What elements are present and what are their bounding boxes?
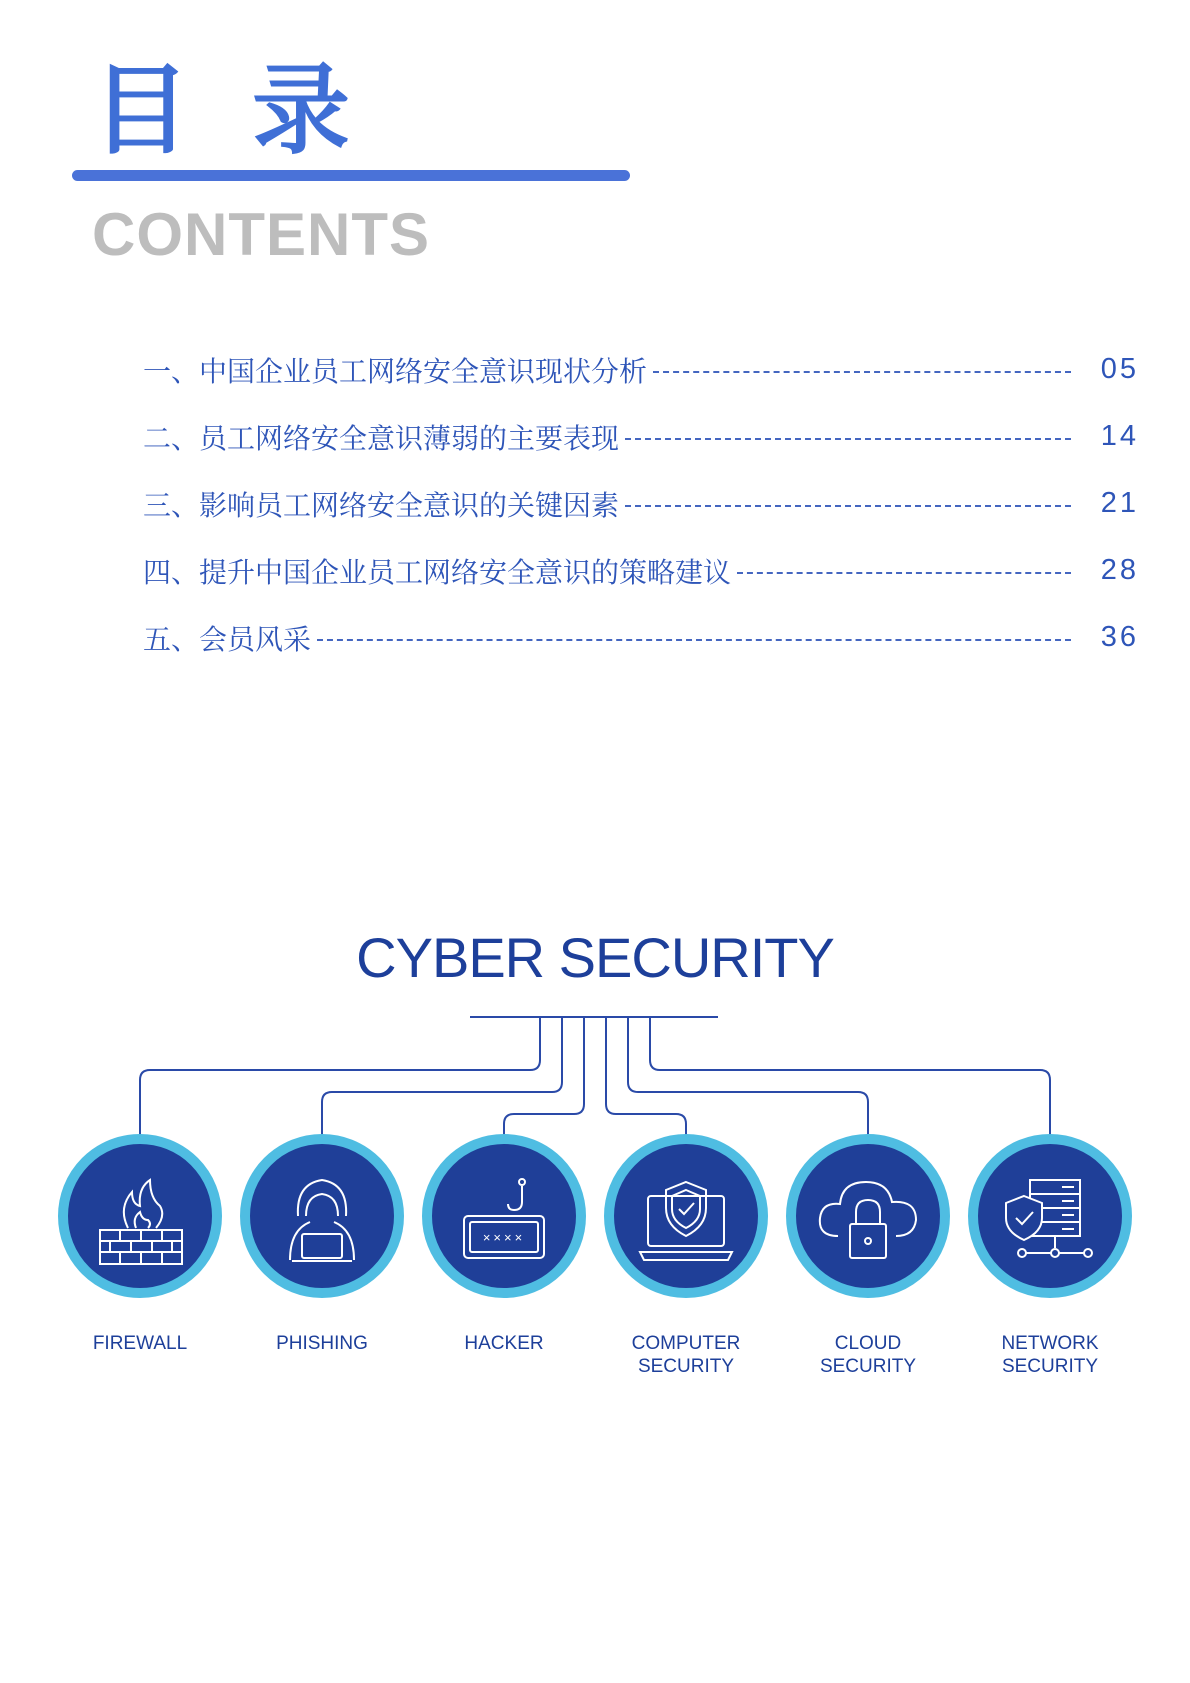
laptop-shield-icon bbox=[609, 1139, 763, 1293]
label-cloud-security bbox=[778, 1332, 958, 1378]
toc-entry-label: 三、影响员工网络安全意识的关键因素 bbox=[143, 488, 620, 522]
cyber-security-infographic bbox=[0, 926, 1190, 1400]
toc-page-number: 05 bbox=[1100, 353, 1139, 385]
label-line: FIREWALL bbox=[92, 1333, 188, 1354]
label-firewall bbox=[50, 1332, 230, 1355]
label-phishing bbox=[232, 1332, 412, 1355]
toc-entry-1[interactable] bbox=[143, 336, 1139, 403]
toc-entry-5[interactable] bbox=[143, 604, 1139, 671]
toc-entry-3[interactable] bbox=[143, 470, 1139, 537]
password-hook-icon bbox=[427, 1139, 581, 1293]
label-line: SECURITY bbox=[819, 1356, 917, 1377]
cloud-lock-icon bbox=[791, 1139, 945, 1293]
toc-dot-leader bbox=[317, 639, 1071, 641]
page-title-en: CONTENTS bbox=[92, 201, 430, 268]
label-line: SECURITY bbox=[637, 1356, 735, 1377]
hacker-hood-icon bbox=[245, 1139, 399, 1293]
label-line: COMPUTER bbox=[631, 1333, 741, 1354]
label-line: NETWORK bbox=[1001, 1333, 1099, 1354]
toc-page-number: 28 bbox=[1100, 554, 1139, 586]
toc-entry-label: 五、会员风采 bbox=[143, 622, 312, 656]
label-hacker bbox=[414, 1332, 594, 1355]
toc-dot-leader bbox=[737, 572, 1071, 574]
firewall-icon bbox=[63, 1139, 217, 1293]
toc-entry-label: 四、提升中国企业员工网络安全意识的策略建议 bbox=[143, 555, 732, 589]
connector-lines bbox=[140, 1017, 1050, 1140]
toc-page-number: 14 bbox=[1100, 420, 1139, 452]
toc-entry-4[interactable] bbox=[143, 537, 1139, 604]
infographic-title: CYBER SECURITY bbox=[356, 926, 834, 989]
table-of-contents bbox=[143, 336, 1139, 671]
page-title-cn: 目录 bbox=[92, 54, 413, 168]
toc-dot-leader bbox=[653, 371, 1071, 373]
toc-page-number: 36 bbox=[1100, 621, 1139, 653]
server-shield-icon bbox=[973, 1139, 1127, 1293]
toc-page-number: 21 bbox=[1100, 487, 1139, 519]
title-underline bbox=[72, 170, 630, 181]
toc-entry-label: 一、中国企业员工网络安全意识现状分析 bbox=[143, 354, 648, 388]
label-computer-security bbox=[596, 1332, 776, 1378]
toc-entry-2[interactable] bbox=[143, 403, 1139, 470]
toc-dot-leader bbox=[625, 505, 1071, 507]
label-line: SECURITY bbox=[1001, 1356, 1099, 1377]
label-line: PHISHING bbox=[276, 1333, 368, 1354]
toc-dot-leader bbox=[625, 438, 1071, 440]
svg-text:××××: ×××× bbox=[482, 1230, 526, 1245]
label-network-security bbox=[960, 1332, 1140, 1378]
label-line: HACKER bbox=[464, 1333, 544, 1354]
label-line: CLOUD bbox=[834, 1333, 902, 1354]
infographic-graphic bbox=[0, 926, 1190, 1400]
toc-entry-label: 二、员工网络安全意识薄弱的主要表现 bbox=[143, 421, 620, 455]
